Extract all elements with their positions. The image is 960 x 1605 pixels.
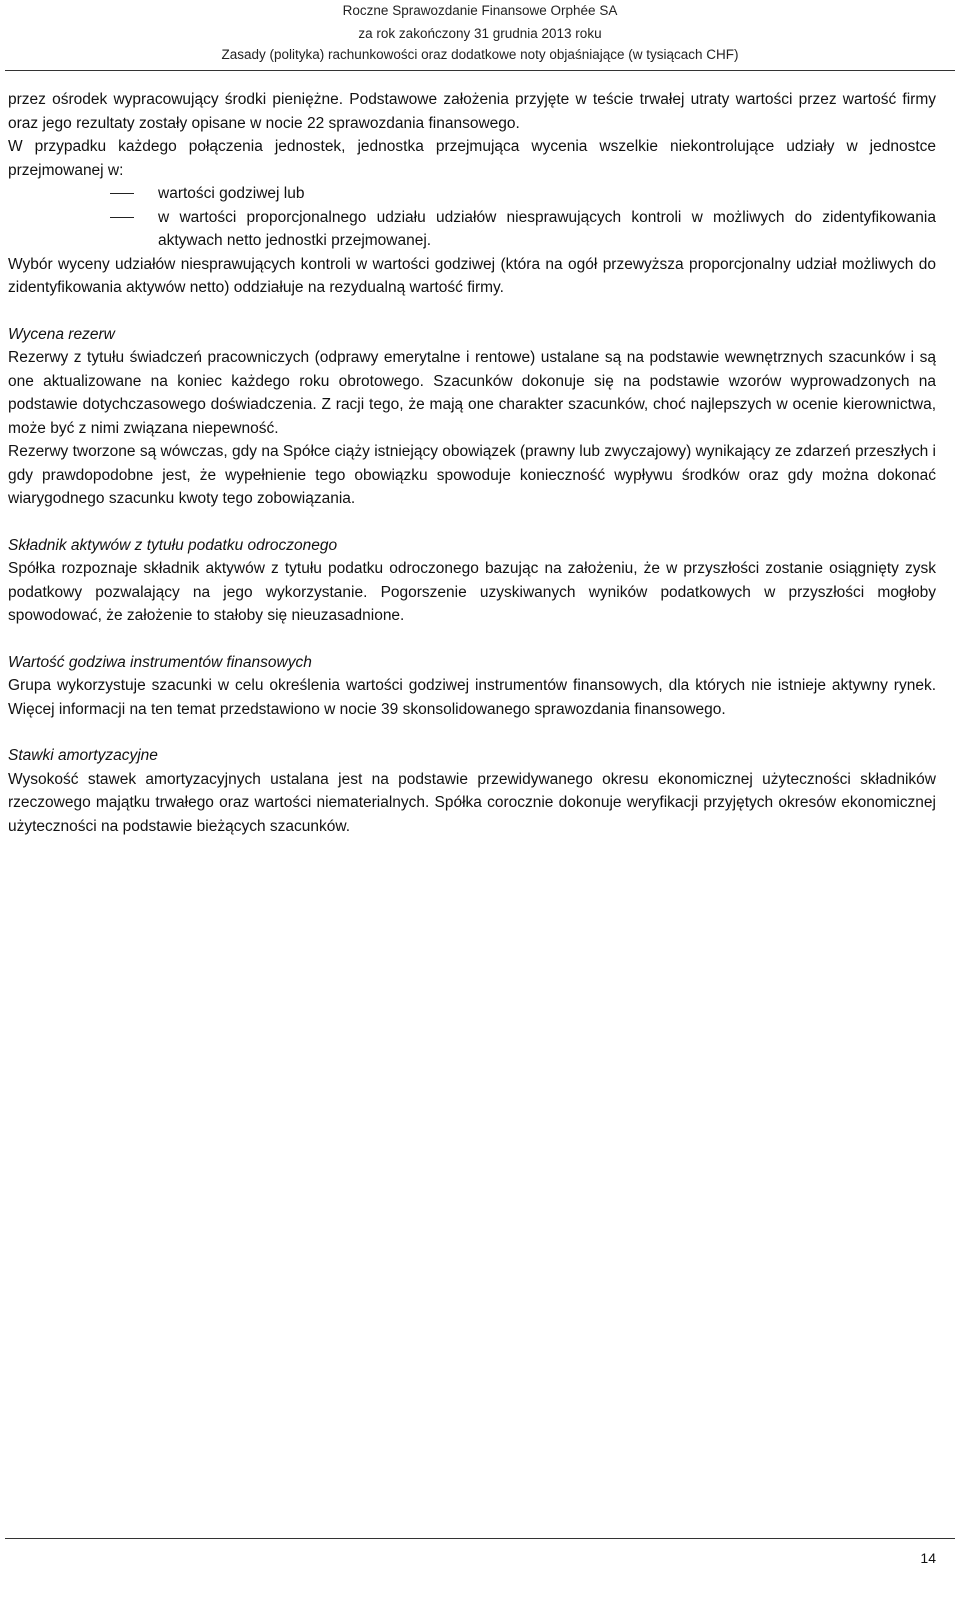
section-fair-value — [8, 651, 936, 722]
dash-bullet-icon — [110, 217, 134, 218]
page-header — [0, 0, 960, 70]
paragraph: W przypadku każdego połączenia jednostek, jednostka przejmująca wycenia wszelkie niekontrolujące udziały w jednostce przejmowanej w: — [8, 138, 936, 179]
paragraph: Wybór wyceny udziałów niesprawujących kontroli w wartości godziwej (która na ogół przewyższa proporcjonalny udział możliwych do zidentyfikowania aktywów netto) oddziałuje na rezydualną wartość firmy. — [8, 255, 936, 296]
section-title: Składnik aktywów z tytułu podatku odroczonego — [8, 536, 338, 554]
paragraph: przez ośrodek wypracowujący środki pieniężne. Podstawowe założenia przyjęte w teście trwałej utraty wartości przez wartość firmy oraz jego rezultaty zostały opisane w nocie 22 sprawozdania finansowego. — [8, 91, 936, 132]
page-number: 14 — [920, 1550, 936, 1566]
header-divider — [5, 70, 955, 71]
paragraph: Rezerwy z tytułu świadczeń pracowniczych (odprawy emerytalne i rentowe) ustalane są na podstawie wewnętrznych szacunków i są one aktualizowane na koniec każdego roku obrotowego. Szacunków dokonuje się na podstawie wzorów wyprowadzonych na podstawie dotychczasowego doświadczenia. Z racji tego, że mają one charakter szacunków, choć najlepszych w ocenie kierownictwa, może być z nimi związana niepewność. — [8, 349, 936, 437]
list-item-text: w wartości proporcjonalnego udziału udziałów niesprawujących kontroli w możliwych do zidentyfikowania aktywach netto jednostki przejmowanej. — [158, 208, 936, 249]
bullet-list — [8, 182, 936, 253]
section-title: Wartość godziwa instrumentów finansowych — [8, 653, 312, 671]
dash-bullet-icon — [110, 193, 134, 194]
section-depreciation — [8, 744, 936, 838]
report-period: za rok zakończony 31 grudnia 2013 roku — [358, 26, 602, 41]
paragraph: Grupa wykorzystuje szacunki w celu określenia wartości godziwej instrumentów finansowych, dla których nie istnieje aktywny rynek. Więcej informacji na ten temat przedstawiono w nocie 39 skonsolidowanego sprawozdania finansowego. — [8, 677, 936, 718]
section-title: Wycena rezerw — [8, 325, 115, 343]
report-title: Roczne Sprawozdanie Finansowe Orphée SA — [342, 3, 618, 18]
paragraph: Spółka rozpoznaje składnik aktywów z tytułu podatku odroczonego bazując na założeniu, że w przyszłości zostanie osiągnięty zysk podatkowy pozwalający na jego wykorzystanie. Pogorszenie uzyskiwanych wyników podatkowych w przyszłości mogłoby spowodować, że założenie to stałoby się nieuzasadnione. — [8, 560, 936, 624]
document-body — [8, 88, 936, 838]
section-deferred-tax — [8, 534, 936, 628]
footer-divider — [5, 1538, 955, 1539]
list-item-text: wartości godziwej lub — [158, 185, 305, 202]
list-item — [8, 206, 936, 253]
list-item — [8, 182, 936, 206]
page-footer — [0, 1538, 960, 1598]
paragraph: Rezerwy tworzone są wówczas, gdy na Spółce ciąży istniejący obowiązek (prawny lub zwyczajowy) wynikający ze zdarzeń przeszłych i gdy prawdopodobne jest, że wypełnienie tego obowiązku spowoduje konieczność wypływu środków oraz gdy można dokonać wiarygodnego szacunku kwoty tego zobowiązania. — [8, 443, 936, 507]
section-title: Stawki amortyzacyjne — [8, 747, 158, 764]
section-provisions — [8, 323, 936, 511]
report-section: Zasady (polityka) rachunkowości oraz dodatkowe noty objaśniające (w tysiącach CHF) — [221, 47, 739, 62]
paragraph: Wysokość stawek amortyzacyjnych ustalana jest na podstawie przewidywanego okresu ekonomicznej użyteczności składników rzeczowego majątku trwałego oraz wartości niematerialnych. Spółka corocznie dokonuje weryfikacji przyjętych okresów ekonomicznej użyteczności na podstawie bieżących szacunków. — [8, 770, 936, 835]
